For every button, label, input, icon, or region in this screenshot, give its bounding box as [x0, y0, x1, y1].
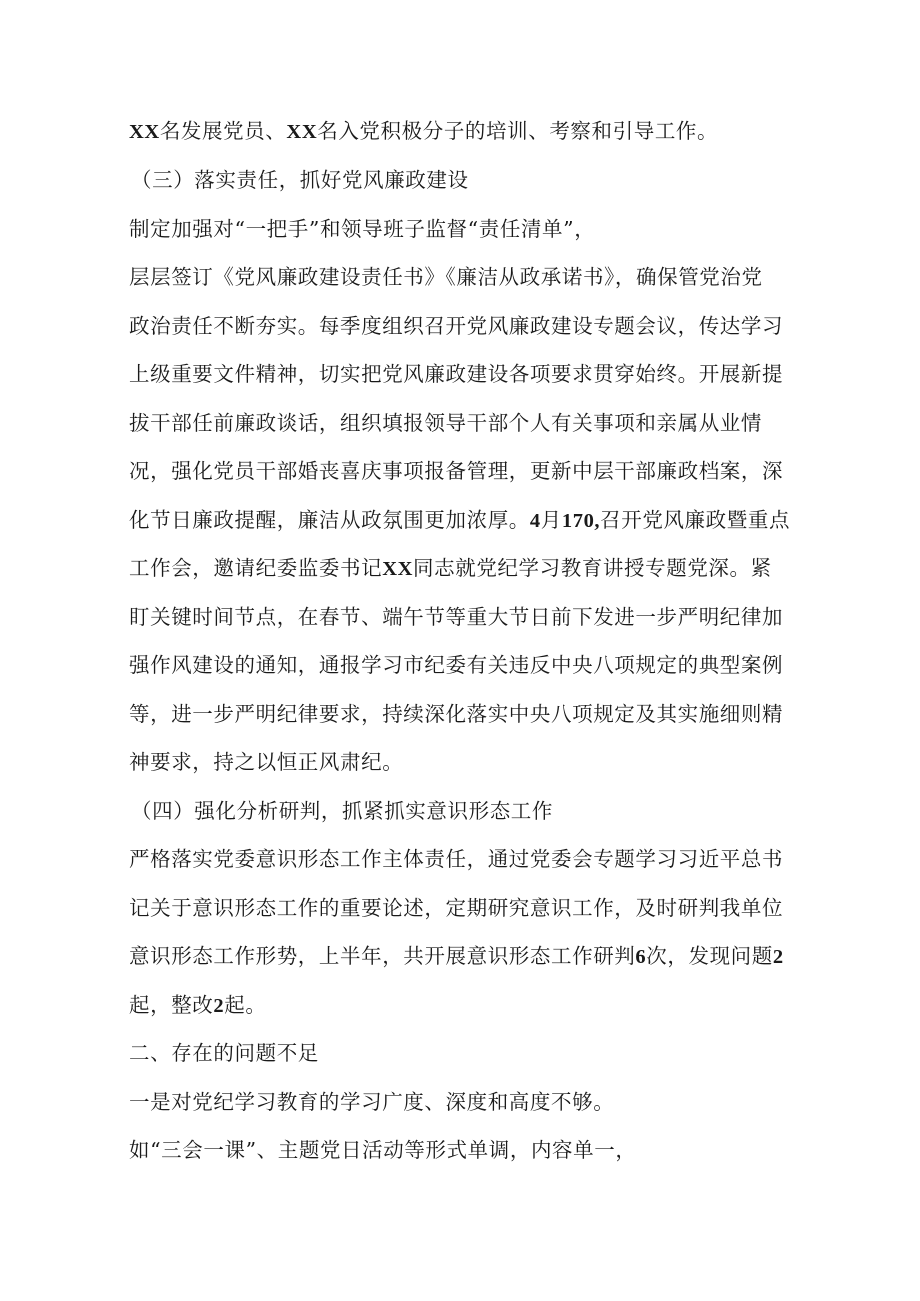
text-fragment: 召开党风廉政暨重点: [600, 508, 791, 532]
text-line: 上级重要文件精神，切实把党风廉政建设各项要求贯穿始终。开展新提: [129, 362, 784, 386]
bold-fragment: XX: [286, 121, 318, 143]
text-line: [129, 506, 791, 534]
text-fragment: 次，发现问题: [646, 944, 773, 968]
section-heading: （四）强化分析研判，抓紧抓实意识形态工作: [131, 799, 553, 823]
text-line: 拔干部任前廉政谈话，组织填报领导干部个人有关事项和亲属从业情: [129, 411, 762, 435]
text-fragment: 化节日廉政提醒，廉洁从政氛围更加浓厚。: [129, 508, 530, 532]
text-line: 等，进一步严明纪律要求，持续深化落实中央八项规定及其实施细则精: [129, 702, 784, 726]
section-heading: （三）落实责任，抓好党风廉政建设: [131, 168, 469, 192]
text-fragment: 起。: [224, 993, 267, 1017]
text-fragment: 起，整改: [129, 993, 214, 1017]
bold-fragment: 170,: [561, 510, 601, 532]
bold-fragment: 4: [529, 510, 541, 532]
text-line: 记关于意识形态工作的重要论述，定期研究意识工作，及时研判我单位: [129, 896, 784, 920]
text-line: 制定加强对“一把手”和领导班子监督“责任清单”，: [129, 217, 596, 241]
text-line: 层层签订《党风廉政建设责任书》《廉洁从政承诺书》，确保管党治党: [129, 265, 763, 289]
text-fragment: 意识形态工作形势，上半年，共开展意识形态工作研判: [129, 944, 636, 968]
text-fragment: 工作会，邀请纪委监委书记: [129, 556, 383, 580]
bold-fragment: 2: [772, 946, 784, 968]
section-heading: 二、存在的问题不足: [129, 1041, 319, 1065]
text-line: [129, 942, 784, 970]
bold-fragment: XX: [129, 121, 160, 143]
text-line: 一是对党纪学习教育的学习广度、深度和高度不够。: [129, 1090, 615, 1114]
text-line: 政治责任不断夯实。每季度组织召开党风廉政建设专题会议，传达学习: [129, 314, 784, 338]
text-fragment: 月: [540, 508, 562, 532]
text-line: 神要求，持之以恒正风肃纪。: [129, 750, 404, 774]
bold-fragment: 2: [213, 995, 225, 1017]
text-fragment: 名发展党员、: [159, 119, 287, 143]
text-line: [129, 554, 772, 582]
text-fragment: 名入党积极分子的培训、考察和引导工作。: [317, 119, 719, 143]
text-line: [129, 117, 769, 145]
bold-fragment: XX: [382, 558, 414, 580]
text-line: [129, 991, 769, 1019]
text-fragment: 同志就党纪学习教育讲授专题党深。紧: [413, 556, 772, 580]
text-line: 如“三会一课”、主题党日活动等形式单调，内容单一，: [129, 1138, 637, 1162]
text-line: 况，强化党员干部婚丧喜庆事项报备管理，更新中层干部廉政档案，深: [129, 459, 784, 483]
bold-fragment: 6: [635, 946, 647, 968]
text-line: 盯关键时间节点，在春节、端午节等重大节日前下发进一步严明纪律加: [129, 605, 784, 629]
text-line: 强作风建设的通知，通报学习市纪委有关违反中央八项规定的典型案例: [129, 653, 784, 677]
text-line: 严格落实党委意识形态工作主体责任，通过党委会专题学习习近平总书: [129, 847, 784, 871]
